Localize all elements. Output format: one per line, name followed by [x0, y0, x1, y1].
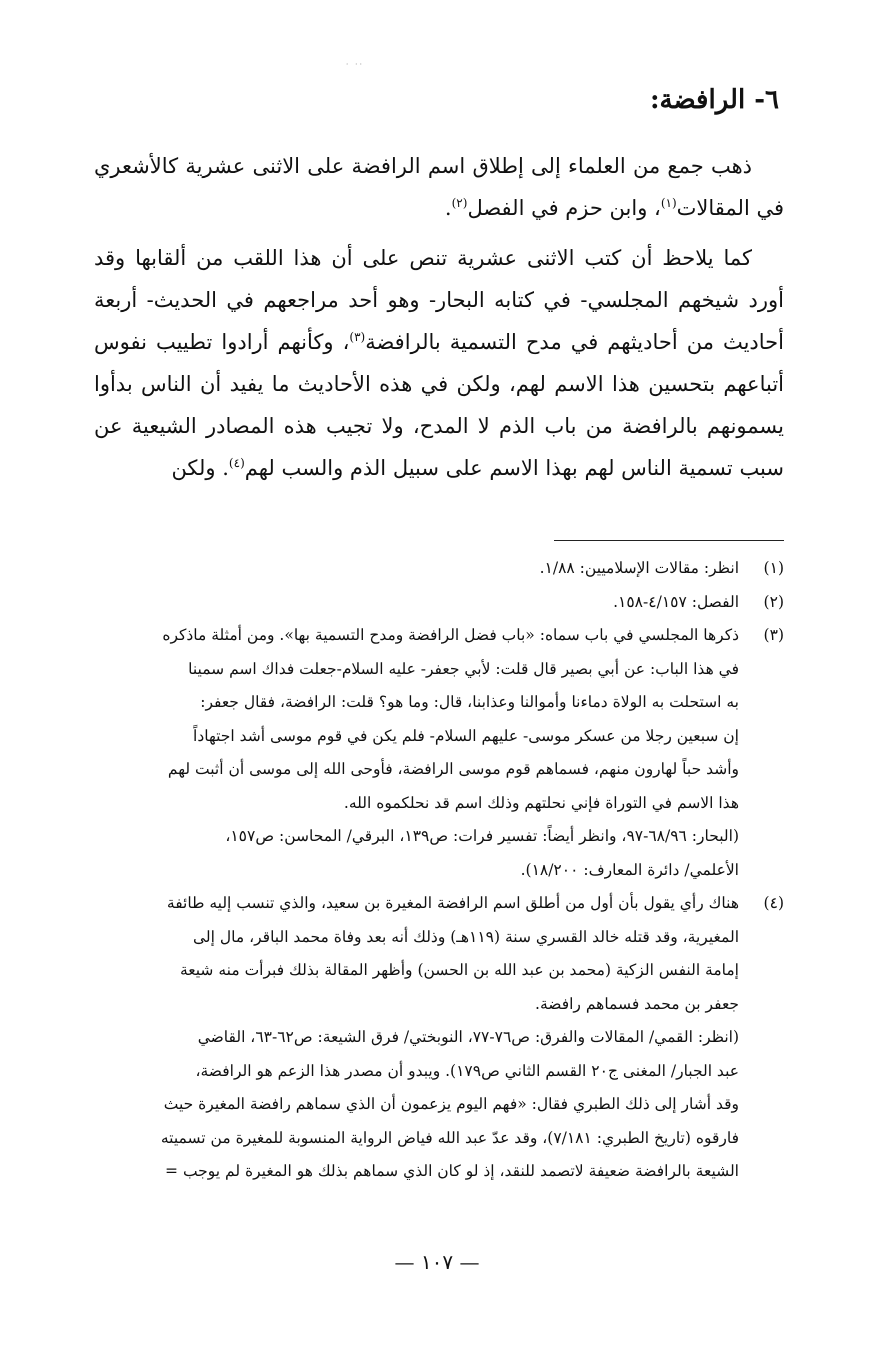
footnote-text: انظر: مقالات الإسلاميين: ١/٨٨. [539, 559, 739, 577]
footnote-item [94, 887, 784, 1189]
footnote-divider [554, 540, 784, 541]
footnote-ref[interactable]: (٣) [349, 330, 366, 344]
main-text [94, 145, 784, 497]
page-number: — ١٠٧ — [394, 1250, 480, 1274]
footnotes [94, 552, 784, 1189]
footnote-number: (١) [763, 559, 784, 577]
paragraph: ذهب جمع من العلماء إلى إطلاق اسم الرافضة على الاثنى عشرية كالأشعري في المقالات$^{(١)}$، وابن حزم في الفصل$^{(٢)}$. [94, 154, 784, 220]
footnote-item [94, 619, 784, 887]
footnote-item [94, 586, 784, 620]
footnote-text: ذكرها المجلسي في باب سماه: «باب فضل الرافضة ومدح التسمية بها». ومن أمثلة ماذكره في هذا الباب: عن أبي بصير قال قلت: لأبي جعفر- عليه السلام-جعلت فداك اسم سمينا به استحلت به الولاة دماءنا وأموالنا وعذابنا، قال: وما هو؟ قلت: الرافضة، فقال جعفر: إن سبعين رجلا من عسكر موسى- عليهم السلام- فلم يكن في قوم موسى أشد اجتهاداً وأشد حباً لهارون منهم، فسماهم قوم موسى الرافضة، فأوحى الله إلى موسى أن أثبت لهم هذا الاسم في التوراة فإني نحلتهم وذلك اسم قد نحلكموه الله. (البحار: ٦٨/٩٦-٩٧، وانظر أيضاً: تفسير فرات: ص١٣٩، البرقي/ المحاسن: ص١٥٧، الأعلمي/ دائرة المعارف: ١٨/٢٠٠). [162, 626, 739, 879]
footnote-ref[interactable]: (٢) [451, 196, 468, 210]
footnote-ref[interactable]: (١) [660, 196, 677, 210]
footnote-ref[interactable]: (٤) [228, 456, 245, 470]
paragraph: كما يلاحظ أن كتب الاثنى عشرية تنص على أن هذا اللقب من ألقابها وقد أورد شيخهم المجلسي- في كتابه البحار- وهو أحد مراجعهم في الحديث- أربعة أحاديث من أحاديثهم في مدح التسمية بالرافضة$^{(٣)}$، وكأنهم أرادوا تطييب نفوس أتباعهم بتحسين هذا الاسم لهم، ولكن في هذه الأحاديث ما يفيد أن الناس بدأوا يسمونهم بالرافضة من باب الذم لا المدح، ولا تجيب هذه المصادر الشيعية عن سبب تسمية الناس لهم بهذا الاسم على سبيل الذم والسب لهم$^{(٤)}$. ولكن [94, 246, 784, 480]
footnote-number: (٤) [763, 894, 784, 912]
footnote-number: (٣) [763, 626, 784, 644]
section-heading: ٦- الرافضة: [649, 85, 779, 115]
footnote-text: هناك رأي يقول بأن أول من أطلق اسم الرافضة المغيرة بن سعيد، والذي تنسب إليه طائفة المغيرية، وقد قتله خالد القسري سنة (١١٩هـ) وذلك أنه بعد وفاة محمد الباقر، مال إلى إمامة النفس الزكية (محمد بن عبد الله بن الحسن) وأظهر المقالة بذلك فبرأت منه شيعة جعفر بن محمد فسماهم رافضة. (انظر: القمي/ المقالات والفرق: ص٧٦-٧٧، النوبختي/ فرق الشيعة: ص٦٢-٦٣، القاضي عبد الجبار/ المغنى ج٢٠ القسم الثاني ص١٧٩). ويبدو أن مصدر هذا الزعم هو الرافضة، وقد أشار إلى ذلك الطبري فقال: «فهم اليوم يزعمون أن الذي سماهم رافضة المغيرة حيث فارقوه (تاريخ الطبري: ٧/١٨١)، وقد عدّ عبد الله فياض الرواية المنسوبة للمغيرة من تسميته الشيعة بالرافضة ضعيفة لاتصمد للنقد، إذ لو كان الذي سماهم بذلك هو المغيرة لم يوجب = [160, 894, 739, 1180]
top-mark: ·· · [345, 60, 365, 69]
footnote-number: (٢) [763, 592, 784, 611]
footnote-text: الفصل: ٤/١٥٧-١٥٨. [613, 592, 739, 611]
footnote-item [94, 552, 784, 586]
